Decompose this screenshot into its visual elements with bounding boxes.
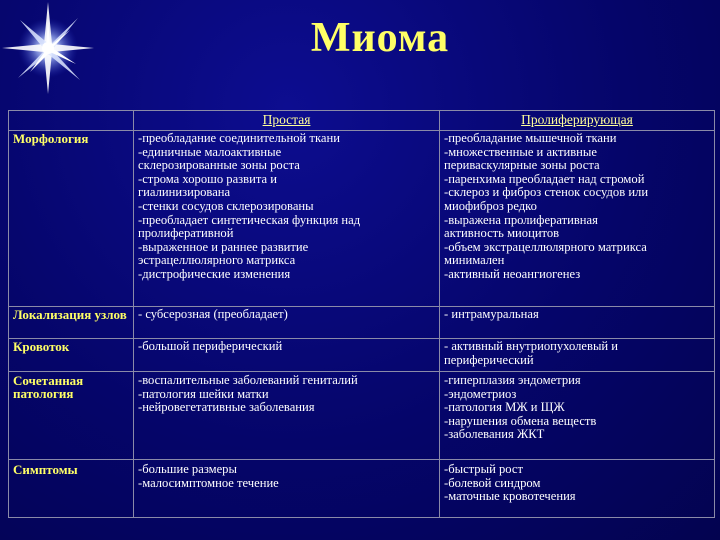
cell-line: -строма хорошо развита и: [138, 171, 277, 186]
header-simple: Простая: [134, 111, 440, 131]
simple-cell: [134, 307, 440, 339]
table-row: [9, 339, 715, 372]
table-row: [9, 131, 715, 307]
cell-line: пролиферативной: [138, 226, 234, 241]
cell-line: активность миоцитов: [444, 226, 560, 241]
cell-line: - интрамуральная: [444, 307, 539, 321]
cell-line: - активный внутриопухолевый и: [444, 339, 619, 353]
simple-cell: [134, 339, 440, 372]
simple-cell: [134, 131, 440, 307]
header-empty-cell: [9, 111, 134, 131]
cell-line: -выражена пролиферативная: [444, 212, 598, 227]
cell-line: -малосимптомное течение: [138, 475, 279, 490]
row-label: Морфология: [9, 131, 134, 307]
cell-line: -стенки сосудов склерозированы: [138, 198, 314, 213]
cell-line: -активный неоангиогенез: [444, 266, 581, 281]
cell-line: периферический: [444, 352, 534, 367]
cell-line: -эндометриоз: [444, 386, 517, 401]
cell-line: минимален: [444, 253, 505, 268]
row-label: Симптомы: [9, 460, 134, 518]
cell-line: эстрацеллюлярного матрикса: [138, 253, 296, 268]
cell-line: -дистрофические изменения: [138, 266, 291, 281]
cell-line: -преобладание мышечной ткани: [444, 131, 617, 145]
cell-line: -объем экстрацеллюлярного матрикса: [444, 239, 647, 254]
cell-line: -быстрый рост: [444, 462, 523, 476]
proliferating-cell: [440, 339, 715, 372]
cell-line: -заболевания ЖКТ: [444, 427, 545, 442]
cell-line: -болевой синдром: [444, 475, 541, 490]
table-row: [9, 460, 715, 518]
cell-line: -большой периферический: [138, 339, 283, 353]
proliferating-cell: [440, 460, 715, 518]
cell-line: -единичные малоактивные: [138, 144, 282, 159]
simple-cell: [134, 372, 440, 460]
cell-line: -нейровегетативные заболевания: [138, 400, 315, 415]
simple-cell: [134, 460, 440, 518]
table-header-row: [9, 111, 715, 131]
cell-line: -большие размеры: [138, 462, 237, 476]
proliferating-cell: [440, 307, 715, 339]
cell-line: миофиброз редко: [444, 198, 537, 213]
cell-line: -преобладание соединительной ткани: [138, 131, 340, 145]
cell-line: -нарушения обмена веществ: [444, 413, 597, 428]
cell-line: -преобладает синтетическая функция над: [138, 212, 361, 227]
cell-line: склерозированные зоны роста: [138, 158, 300, 173]
cell-line: -патология шейки матки: [138, 386, 269, 401]
cell-line: -патология МЖ и ЩЖ: [444, 400, 565, 415]
table-row: [9, 307, 715, 339]
cell-line: гиалинизирована: [138, 185, 231, 200]
cell-line: -множественные и активные: [444, 144, 597, 159]
cell-line: -выраженное и раннее развитие: [138, 239, 309, 254]
cell-line: -воспалительные заболеваний гениталий: [138, 373, 358, 387]
comparison-table: [8, 110, 715, 518]
cell-line: -маточные кровотечения: [444, 489, 576, 504]
row-label: Кровоток: [9, 339, 134, 372]
row-label: Сочетанная патология: [9, 372, 134, 460]
row-label: Локализация узлов: [9, 307, 134, 339]
cell-line: периваскулярные зоны роста: [444, 158, 600, 173]
cell-line: - субсерозная (преобладает): [138, 307, 288, 321]
proliferating-cell: [440, 372, 715, 460]
table-row: [9, 372, 715, 460]
proliferating-cell: [440, 131, 715, 307]
cell-line: -склероз и фиброз стенок сосудов или: [444, 185, 649, 200]
slide-title: Миома: [310, 15, 450, 61]
header-proliferating: Пролиферирующая: [440, 111, 715, 131]
cell-line: -гиперплазия эндометрия: [444, 373, 581, 387]
cell-line: -паренхима преобладает над стромой: [444, 171, 645, 186]
